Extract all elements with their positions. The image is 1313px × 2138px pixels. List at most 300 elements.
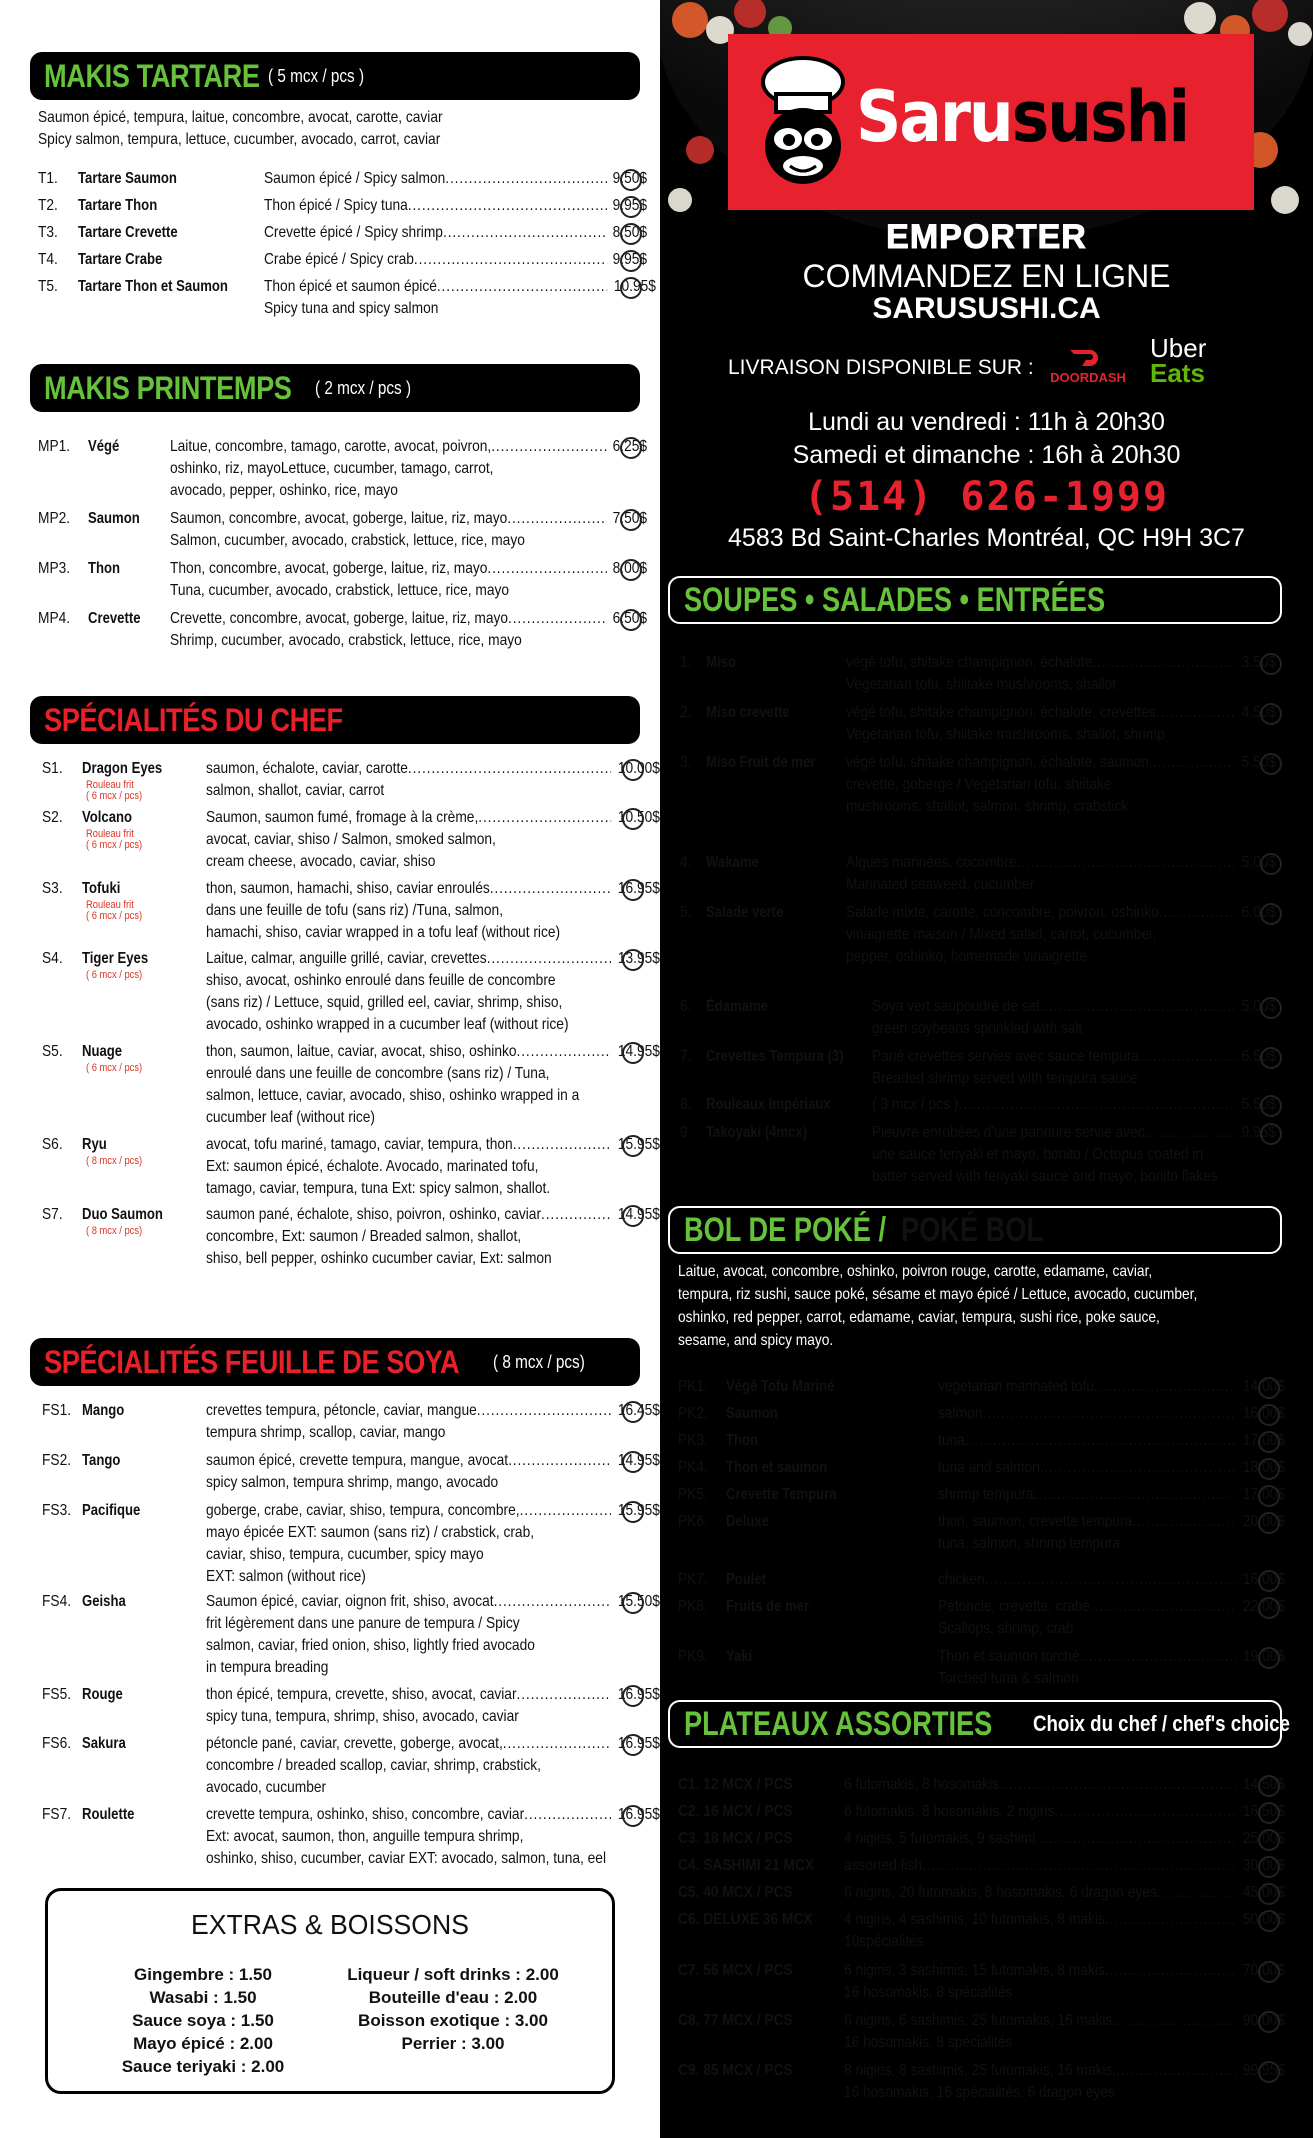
item-code: C7. 56 MCX / PCS xyxy=(678,1962,793,1979)
item-price: 17.00$ xyxy=(1242,1486,1285,1503)
item-price: 90.00$ xyxy=(1242,2012,1285,2029)
item-price: 16.95$ xyxy=(617,1686,660,1703)
item-description xyxy=(844,1960,1236,2004)
item-name: Geisha xyxy=(82,1593,126,1610)
item-desc-line: Ext: avocat, saumon, thon, anguille tempura shrimp, xyxy=(206,1828,524,1845)
select-checkbox[interactable] xyxy=(1260,1047,1282,1069)
item-code: FS1. xyxy=(42,1402,72,1419)
select-checkbox[interactable] xyxy=(620,509,642,531)
item-portion-note: Rouleau frit xyxy=(86,779,134,791)
item-price: 70.00$ xyxy=(1242,1962,1285,1979)
leader-dots xyxy=(517,1041,611,1063)
item-description xyxy=(846,852,1236,896)
item-price: 10.95$ xyxy=(613,278,656,295)
select-checkbox[interactable] xyxy=(1260,653,1282,675)
item-desc-line: 10spécialités xyxy=(844,1933,924,1950)
select-checkbox[interactable] xyxy=(622,808,644,830)
item-desc-line: shrimp tempura xyxy=(938,1486,1034,1503)
makis-printemps-header-subtitle: ( 2 mcx / pcs ) xyxy=(315,377,412,398)
extra-item: Wasabi : 1.50 xyxy=(149,1988,257,2007)
item-description xyxy=(264,276,607,320)
select-checkbox[interactable] xyxy=(620,559,642,581)
item-description xyxy=(844,1828,1236,1850)
select-checkbox[interactable] xyxy=(620,437,642,459)
select-checkbox[interactable] xyxy=(620,169,642,191)
item-name: Volcano xyxy=(82,809,133,826)
item-price: 3.50$ xyxy=(1241,654,1277,671)
leader-dots xyxy=(503,1733,611,1755)
hours-weekday: Lundi au vendredi : 11h à 20h30 xyxy=(808,408,1165,436)
item-description xyxy=(170,508,607,552)
brand-logo-banner xyxy=(728,34,1254,210)
item-name: Tartare Thon xyxy=(78,197,158,214)
select-checkbox[interactable] xyxy=(620,609,642,631)
select-checkbox[interactable] xyxy=(620,223,642,245)
item-description xyxy=(938,1596,1236,1640)
item-desc-line: ( 3 mcx / pcs ) xyxy=(872,1096,959,1113)
item-description xyxy=(872,996,1236,1040)
leader-dots xyxy=(1054,1801,1236,1823)
item-desc-line: Scallops, shrimp, crab xyxy=(938,1620,1074,1637)
item-price: 14.00$ xyxy=(1242,1378,1285,1395)
select-checkbox[interactable] xyxy=(1258,1404,1280,1426)
item-desc-line: 6 nigiris, 6 sashimis, 25 futomakis, 16 makis xyxy=(844,2012,1113,2029)
item-desc-line: salmon xyxy=(938,1405,983,1422)
item-price: 22.00$ xyxy=(1242,1598,1285,1615)
item-description xyxy=(844,1801,1236,1823)
item-code: PK5. xyxy=(678,1486,708,1503)
item-desc-line: salmon, shallot, caviar, carrot xyxy=(206,782,385,799)
select-checkbox[interactable] xyxy=(622,759,644,781)
eats-text: Eats xyxy=(1150,358,1205,388)
item-desc-line: Tuna, cucumber, avocado, crabstick, lettuce, rice, mayo xyxy=(170,582,510,599)
item-desc-line: spicy salmon, tempura shrimp, mango, avocado xyxy=(206,1474,499,1491)
item-code: MP2. xyxy=(38,510,71,527)
item-description xyxy=(170,558,607,602)
item-desc-line: Torched tuna & salmon xyxy=(938,1670,1079,1687)
item-name: Édamame xyxy=(706,998,768,1015)
item-price: 14.95$ xyxy=(617,1043,660,1060)
leader-dots xyxy=(1040,996,1236,1018)
item-portion-note: ( 6 mcx / pcs) xyxy=(86,1062,143,1074)
item-desc-line: thon, saumon, laitue, caviar, avocat, shiso, oshinko xyxy=(206,1043,517,1060)
item-desc-line: Crevette, concombre, avocat, goberge, laitue, riz, mayo xyxy=(170,610,509,627)
select-checkbox[interactable] xyxy=(1258,1883,1280,1905)
item-description xyxy=(264,222,607,244)
leader-dots xyxy=(490,878,611,900)
item-name: Thon xyxy=(88,560,121,577)
item-code: S1. xyxy=(42,760,63,777)
item-name: Salade verte xyxy=(706,904,784,921)
item-code: S6. xyxy=(42,1136,63,1153)
leader-dots xyxy=(1159,902,1236,924)
leader-dots xyxy=(1090,1596,1236,1618)
item-desc-line: Pané crevettes servies avec sauce tempura xyxy=(872,1048,1139,1065)
item-name: Rouge xyxy=(82,1686,123,1703)
leader-dots xyxy=(508,608,607,630)
select-checkbox[interactable] xyxy=(1258,2061,1280,2083)
leader-dots xyxy=(1145,1122,1236,1144)
item-price: 8.50$ xyxy=(612,224,648,241)
item-description xyxy=(206,1450,611,1494)
select-checkbox[interactable] xyxy=(622,1734,644,1756)
item-price: 9.95$ xyxy=(612,251,648,268)
select-checkbox[interactable] xyxy=(1260,703,1282,725)
select-checkbox[interactable] xyxy=(1258,1775,1280,1797)
item-description xyxy=(206,1804,611,1870)
item-description xyxy=(206,758,611,802)
item-code: FS6. xyxy=(42,1735,72,1752)
item-price: 5.50$ xyxy=(1241,1096,1277,1113)
select-checkbox[interactable] xyxy=(622,1501,644,1523)
item-name: Crevette xyxy=(88,610,141,627)
item-desc-line: 8 nigiris, 8 sashimis, 25 futomakis, 16 makis, xyxy=(844,2062,1117,2079)
item-name: Crevette Tempura xyxy=(726,1486,837,1503)
item-price: 9.95$ xyxy=(1241,1124,1277,1141)
select-checkbox[interactable] xyxy=(1258,1431,1280,1453)
item-description xyxy=(206,878,611,944)
leader-dots xyxy=(1153,752,1236,774)
item-description xyxy=(206,1500,611,1588)
makis-printemps-header-title: MAKIS PRINTEMPS xyxy=(44,369,292,406)
intro-line: Saumon épicé, tempura, laitue, concombre, avocat, carotte, caviar xyxy=(38,109,443,126)
item-desc-line: Laitue, calmar, anguille grillé, caviar, crevettes xyxy=(206,950,487,967)
select-checkbox[interactable] xyxy=(622,1401,644,1423)
item-code: T2. xyxy=(38,197,58,214)
item-desc-line: crevettes tempura, pétoncle, caviar, mangue xyxy=(206,1402,477,1419)
select-checkbox[interactable] xyxy=(1258,1910,1280,1932)
item-code: C3. 18 MCX / PCS xyxy=(678,1830,793,1847)
leader-dots xyxy=(414,249,607,271)
item-desc-line: végé tofu, shitake champignon, échalote xyxy=(846,654,1093,671)
select-checkbox[interactable] xyxy=(622,1592,644,1614)
select-checkbox[interactable] xyxy=(1258,1458,1280,1480)
item-description xyxy=(938,1376,1236,1398)
item-price: 5.00$ xyxy=(1241,854,1277,871)
item-portion-note: Rouleau frit xyxy=(86,899,134,911)
item-desc-line: Spicy tuna and spicy salmon xyxy=(264,300,439,317)
item-portion-note: ( 6 mcx / pcs) xyxy=(86,969,143,981)
makis-tartare-header-title: MAKIS TARTARE xyxy=(44,57,260,94)
select-checkbox[interactable] xyxy=(1260,903,1282,925)
leader-dots xyxy=(445,168,607,190)
item-desc-line: enroulé dans une feuille de concombre (sans riz) / Tuna, xyxy=(206,1065,550,1082)
item-desc-line: 16 hosomakis, 8 spécialités xyxy=(844,2034,1013,2051)
item-code: C6. DELUXE 36 MCX xyxy=(678,1911,813,1928)
item-code: FS7. xyxy=(42,1806,72,1823)
select-checkbox[interactable] xyxy=(1258,1829,1280,1851)
extra-item: Boisson exotique : 3.00 xyxy=(358,2011,548,2030)
phone-number[interactable]: (514) 626-1999 xyxy=(803,474,1170,520)
soupes-header xyxy=(668,576,1282,624)
select-checkbox[interactable] xyxy=(622,879,644,901)
item-price: 9.95$ xyxy=(612,197,648,214)
select-checkbox[interactable] xyxy=(1258,2011,1280,2033)
item-code: PK8. xyxy=(678,1598,708,1615)
select-checkbox[interactable] xyxy=(1260,1123,1282,1145)
item-description xyxy=(872,1122,1236,1188)
extra-item: Gingembre : 1.50 xyxy=(134,1965,272,1984)
select-checkbox[interactable] xyxy=(622,1685,644,1707)
item-desc-line: saumon pané, échalote, shiso, poivron, oshinko, caviar xyxy=(206,1206,542,1223)
item-price: 16.00$ xyxy=(1242,1571,1285,1588)
leader-dots xyxy=(494,1591,611,1613)
item-desc-line: vegetarian marinated tofu xyxy=(938,1378,1095,1395)
item-description xyxy=(844,2010,1236,2054)
item-name: Végé Tofu Mariné xyxy=(726,1378,835,1395)
item-desc-line: Pétoncle, crevette, crabe xyxy=(938,1598,1091,1615)
item-desc-line: in tempura breading xyxy=(206,1659,329,1676)
item-portion-note: Rouleau frit xyxy=(86,828,134,840)
select-checkbox[interactable] xyxy=(1258,1512,1280,1534)
item-price: 14.50$ xyxy=(1242,1776,1285,1793)
item-price: 6.25$ xyxy=(612,438,648,455)
extra-item: Liqueur / soft drinks : 2.00 xyxy=(347,1965,559,1984)
item-description xyxy=(264,195,607,217)
item-description xyxy=(206,1733,611,1799)
extra-item: Perrier : 3.00 xyxy=(401,2034,505,2053)
item-desc-line: mushrooms, shallot, salmon, shrimp, crabstick xyxy=(846,798,1129,815)
item-desc-line: assorted fish xyxy=(844,1857,923,1874)
item-name: Pacifique xyxy=(82,1502,141,1519)
item-description xyxy=(938,1646,1236,1690)
leader-dots xyxy=(1040,1457,1236,1479)
leader-dots xyxy=(1132,1511,1236,1533)
commandez-label: COMMANDEZ EN LIGNE xyxy=(802,258,1171,294)
item-price: 16.45$ xyxy=(617,1402,660,1419)
item-desc-line: concombre / breaded scallop, caviar, shrimp, crabstick, xyxy=(206,1757,541,1774)
intro-line: Laitue, avocat, concombre, oshinko, poivron rouge, carotte, edamame, caviar, xyxy=(678,1263,1153,1280)
item-desc-line: avocado, cucumber xyxy=(206,1779,327,1796)
extra-item: Mayo épicé : 2.00 xyxy=(133,2034,273,2053)
select-checkbox[interactable] xyxy=(622,1205,644,1227)
item-desc-line: Vegetarian tofu, shiitake mushrooms, shallot, shrimp xyxy=(846,726,1165,743)
intro-line: tempura, riz sushi, sauce poké, sésame et mayo épicé / Lettuce, avocado, cucumber, xyxy=(678,1286,1198,1303)
item-desc-line: Vegetarian tofu, shiitake mushrooms, shallot xyxy=(846,676,1116,693)
feuille-soya-header xyxy=(30,1338,640,1386)
item-desc-line: une sauce teriyaki et mayo, bonito / Octopus coated in xyxy=(872,1146,1204,1163)
item-code: PK9. xyxy=(678,1648,708,1665)
item-desc-line: tempura shrimp, scallop, caviar, mango xyxy=(206,1424,446,1441)
doordash-logo[interactable] xyxy=(1038,346,1138,388)
leader-dots xyxy=(478,807,611,829)
plateaux-header xyxy=(668,1700,1291,1748)
item-description xyxy=(938,1430,1236,1452)
item-code: C2. 16 MCX / PCS xyxy=(678,1803,793,1820)
item-description xyxy=(844,2060,1236,2104)
item-description xyxy=(846,702,1236,746)
item-price: 4.50$ xyxy=(1241,704,1277,721)
item-desc-line: EXT: salmon (without rice) xyxy=(206,1568,366,1585)
hours-weekend: Samedi et dimanche : 16h à 20h30 xyxy=(792,441,1181,469)
doordash-icon xyxy=(1068,346,1102,366)
item-desc-line: pétoncle pané, caviar, crevette, goberge, avocat, xyxy=(206,1735,503,1752)
item-description xyxy=(206,1591,611,1679)
item-price: 30.00$ xyxy=(1242,1857,1285,1874)
select-checkbox[interactable] xyxy=(1258,1802,1280,1824)
select-checkbox[interactable] xyxy=(1258,1961,1280,1983)
item-desc-line: 4 nigiris, 5 futomakis, 9 sashimi xyxy=(844,1830,1036,1847)
item-description xyxy=(938,1403,1236,1425)
item-code: S7. xyxy=(42,1206,63,1223)
item-description xyxy=(872,1046,1236,1090)
leader-dots xyxy=(1035,1828,1236,1850)
item-name: Miso crevette xyxy=(706,704,790,721)
item-description xyxy=(206,807,611,873)
leader-dots xyxy=(1116,2060,1236,2082)
uber-text: Uber xyxy=(1150,333,1207,363)
item-desc-line: 6 nigiris, 20 futomakis, 8 hosomakis, 6 dragon eyes xyxy=(844,1884,1157,1901)
item-code: C5. 40 MCX / PCS xyxy=(678,1884,793,1901)
select-checkbox[interactable] xyxy=(1258,1485,1280,1507)
item-name: Roulette xyxy=(82,1806,135,1823)
item-code: FS2. xyxy=(42,1452,72,1469)
item-code: 1. xyxy=(680,654,692,671)
leader-dots xyxy=(1105,1960,1236,1982)
item-code: FS5. xyxy=(42,1686,72,1703)
item-desc-line: Shrimp, cucumber, avocado, crabstick, lettuce, rice, mayo xyxy=(170,632,522,649)
leader-dots xyxy=(491,436,607,458)
item-price: 14.95$ xyxy=(617,1206,660,1223)
leader-dots xyxy=(517,1684,611,1706)
select-checkbox[interactable] xyxy=(622,1135,644,1157)
emporter-label: EMPORTER xyxy=(886,218,1087,256)
select-checkbox[interactable] xyxy=(1260,753,1282,775)
item-code: PK6. xyxy=(678,1513,708,1530)
select-checkbox[interactable] xyxy=(622,949,644,971)
item-price: 17.00$ xyxy=(1242,1432,1285,1449)
item-name: Wakame xyxy=(706,854,759,871)
item-code: PK4. xyxy=(678,1459,708,1476)
item-name: Tiger Eyes xyxy=(82,950,149,967)
item-name: Dragon Eyes xyxy=(82,760,163,777)
item-name: Tartare Crevette xyxy=(78,224,178,241)
leader-dots xyxy=(1105,1909,1236,1931)
item-desc-line: goberge, crabe, caviar, shiso, tempura, concombre, xyxy=(206,1502,520,1519)
feuille-soya-header-title: SPÉCIALITÉS FEUILLE DE SOYA xyxy=(44,1343,460,1380)
item-price: 15.95$ xyxy=(617,1136,660,1153)
item-desc-line: pepper, oshinko, homemade vinaigrette xyxy=(846,948,1087,965)
item-description xyxy=(170,608,607,652)
item-desc-line: avocado, pepper, oshinko, rice, mayo xyxy=(170,482,398,499)
leader-dots xyxy=(508,1450,611,1472)
select-checkbox[interactable] xyxy=(1260,853,1282,875)
select-checkbox[interactable] xyxy=(620,196,642,218)
item-price: 99.95$ xyxy=(1242,2062,1285,2079)
item-desc-line: Saumon épicé, caviar, oignon frit, shiso, avocat xyxy=(206,1593,494,1610)
leader-dots xyxy=(443,222,607,244)
monkey-chef-logo xyxy=(748,54,858,194)
select-checkbox[interactable] xyxy=(620,250,642,272)
select-checkbox[interactable] xyxy=(622,1042,644,1064)
extra-item: Sauce teriyaki : 2.00 xyxy=(121,2057,285,2076)
item-code: 8. xyxy=(680,1096,692,1113)
leader-dots xyxy=(507,508,607,530)
leader-dots xyxy=(1094,1376,1236,1398)
item-name: Saumon xyxy=(88,510,140,527)
item-price: 18.00$ xyxy=(1242,1459,1285,1476)
item-name: Tartare Thon et Saumon xyxy=(78,278,228,295)
item-desc-line: Salade mixte, carotte, concombre, poivron, oshinko xyxy=(846,904,1159,921)
item-portion-note: ( 6 mcx / pcs) xyxy=(86,790,143,802)
item-description xyxy=(206,1400,611,1444)
leader-dots xyxy=(408,758,611,780)
item-portion-note: ( 6 mcx / pcs) xyxy=(86,910,143,922)
item-code: MP4. xyxy=(38,610,71,627)
leader-dots xyxy=(408,195,607,217)
item-name: Duo Saumon xyxy=(82,1206,163,1223)
select-checkbox[interactable] xyxy=(1258,1570,1280,1592)
item-description xyxy=(846,752,1236,818)
item-price: 10.50$ xyxy=(617,809,660,826)
address: 4583 Bd Saint-Charles Montréal, QC H9H 3C7 xyxy=(728,524,1245,552)
makis-printemps-header xyxy=(30,364,640,412)
leader-dots xyxy=(958,1094,1236,1116)
item-name: Rouleaux Impériaux xyxy=(706,1096,831,1113)
item-description xyxy=(844,1882,1236,1904)
item-description xyxy=(206,1041,611,1129)
item-code: T5. xyxy=(38,278,58,295)
brand-saru: Saru xyxy=(856,76,1012,158)
item-price: 50.00$ xyxy=(1242,1911,1285,1928)
item-desc-line: saumon épicé, crevette tempura, mangue, avocat xyxy=(206,1452,509,1469)
item-desc-line: shiso, bell pepper, oshinko cucumber caviar, Ext: salmon xyxy=(206,1250,552,1267)
select-checkbox[interactable] xyxy=(1258,1377,1280,1399)
item-desc-line: Algues marinées, cocombre xyxy=(846,854,1017,871)
item-description xyxy=(872,1094,1236,1116)
select-checkbox[interactable] xyxy=(1258,1597,1280,1619)
select-checkbox[interactable] xyxy=(620,277,642,299)
item-desc-line: cream cheese, avocado, caviar, shiso xyxy=(206,853,436,870)
item-code: FS4. xyxy=(42,1593,72,1610)
leader-dots xyxy=(520,1500,611,1522)
ubereats-logo[interactable] xyxy=(1150,333,1207,388)
item-price: 6.00$ xyxy=(1241,904,1277,921)
select-checkbox[interactable] xyxy=(1258,1856,1280,1878)
item-code: S3. xyxy=(42,880,63,897)
item-name: Takoyaki (4mcx) xyxy=(706,1124,808,1141)
extra-item: Sauce soya : 1.50 xyxy=(132,2011,274,2030)
item-price: 7.50$ xyxy=(612,510,648,527)
extras-boissons-box xyxy=(45,1888,615,2094)
select-checkbox[interactable] xyxy=(622,1451,644,1473)
doordash-text: DOORDASH xyxy=(1050,370,1126,385)
leader-dots xyxy=(1017,852,1236,874)
item-name: Deluxe xyxy=(726,1513,770,1530)
website-link[interactable]: SARUSUSHI.CA xyxy=(872,292,1101,325)
soupes-header-title: SOUPES • SALADES • ENTRÉES xyxy=(684,580,1106,619)
item-description xyxy=(938,1457,1236,1479)
brand-sushi: sushi xyxy=(1011,76,1189,158)
item-name: Thon xyxy=(726,1432,759,1449)
item-desc-line: Pieuvre enrobées d'une pannure servie avec xyxy=(872,1124,1145,1141)
item-desc-line: Salmon, cucumber, avocado, crabstick, lettuce, rice, mayo xyxy=(170,532,525,549)
item-price: 6.50$ xyxy=(612,610,648,627)
item-desc-line: Saumon, saumon fumé, fromage à la crème, xyxy=(206,809,479,826)
item-description xyxy=(938,1569,1236,1591)
select-checkbox[interactable] xyxy=(1260,1095,1282,1117)
item-desc-line: 16 hosomakis, 8 spécialités xyxy=(844,1984,1013,2001)
select-checkbox[interactable] xyxy=(622,1805,644,1827)
intro-line: Spicy salmon, tempura, lettuce, cucumber, avocado, carrot, caviar xyxy=(38,131,441,148)
select-checkbox[interactable] xyxy=(1258,1647,1280,1669)
item-code: C8. 77 MCX / PCS xyxy=(678,2012,793,2029)
item-code: FS3. xyxy=(42,1502,72,1519)
item-desc-line: oshinko, riz, mayoLettuce, cucumber, tamago, carrot, xyxy=(170,460,494,477)
item-price: 5.50$ xyxy=(1241,754,1277,771)
select-checkbox[interactable] xyxy=(1260,997,1282,1019)
item-code: MP1. xyxy=(38,438,71,455)
